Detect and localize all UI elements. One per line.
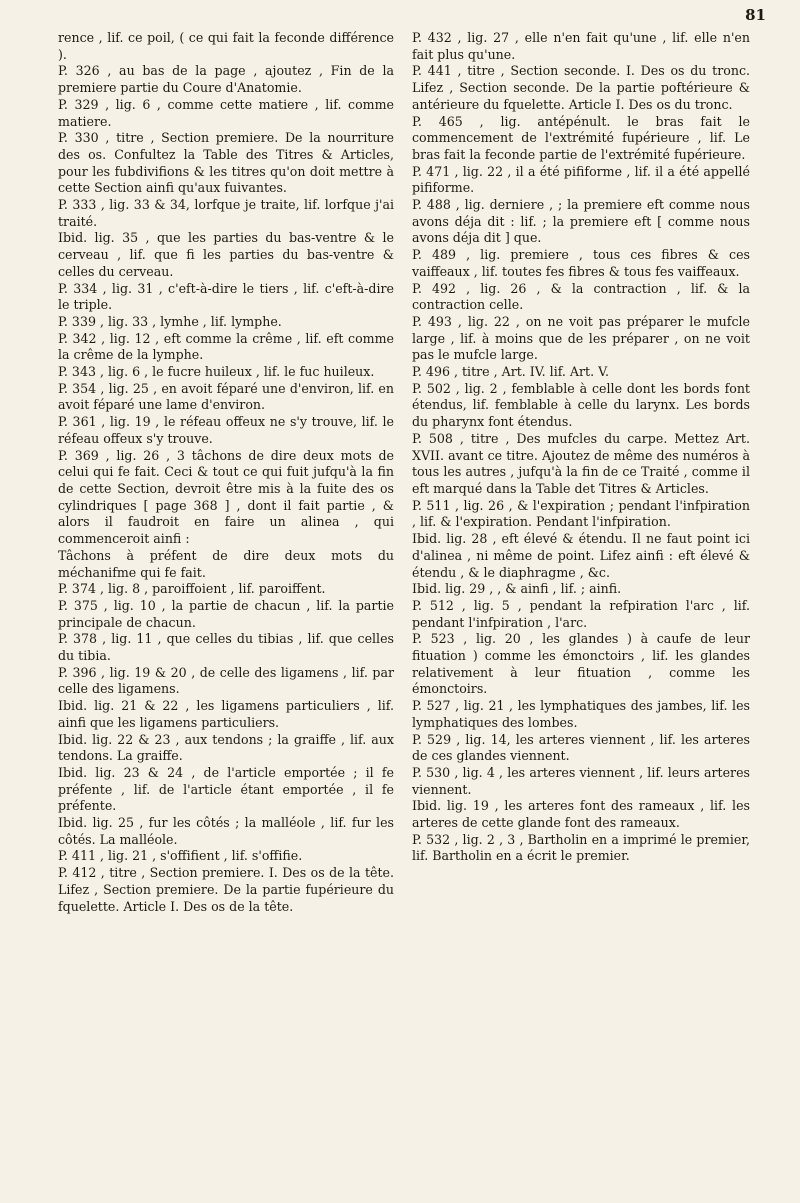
erratum-entry: P. 411 , lig. 21 , s'offifient , lif. s'offifie. bbox=[58, 848, 303, 864]
erratum-entry: P. 488 , lig. derniere , ; la premiere eft comme nous avons déja dit : lif. ; la premiere eft [ comme nous avons déja dit ] que. bbox=[412, 197, 750, 246]
erratum-entry: P. 361 , lig. 19 , le réfeau offeux ne s'y trouve, lif. le réfeau offeux s'y trouve. bbox=[58, 414, 394, 446]
erratum-entry: P. 333 , lig. 33 & 34, lorfque je traite, lif. lorfque j'ai traité. bbox=[58, 197, 394, 229]
erratum-entry: P. 508 , titre , Des mufcles du carpe. Mettez Art. XVII. avant ce titre. Ajoutez de même des numéros à tous les autres , jufqu'à la fin de ce Traité , comme il eft marqué dans la Table det Titres & Articles. bbox=[412, 430, 750, 496]
right-column bbox=[412, 30, 750, 865]
erratum-entry: P. 329 , lig. 6 , comme cette matiere , lif. comme matiere. bbox=[58, 96, 394, 129]
erratum-entry: Ibid. lig. 23 & 24 , de l'article emportée ; il fe préfente , lif. de l'article étant emportée , il fe préfente. bbox=[58, 764, 394, 814]
erratum-entry: Ibid. lig. 21 & 22 , les ligamens particuliers , lif. ainfi que les ligamens particuliers. bbox=[58, 698, 394, 730]
erratum-entry: rence , lif. ce poil, ( ce qui fait la feconde différence ). bbox=[58, 30, 394, 62]
erratum-entry: P. 396 , lig. 19 & 20 , de celle des ligamens , lif. par celle des ligamens. bbox=[58, 664, 394, 697]
left-column bbox=[58, 30, 394, 915]
erratum-entry: P. 523 , lig. 20 , les glandes ) à caufe de leur fituation ) comme les émonctoirs , lif. les glandes relativement à leur fituation , comme les émonctoirs. bbox=[412, 631, 750, 697]
erratum-entry: P. 512 , lig. 5 , pendant la refpiration l'arc , lif. pendant l'infpiration , l'arc. bbox=[412, 597, 750, 630]
erratum-entry: P. 471 , lig. 22 , il a été pififorme , lif. il a été appellé pififorme. bbox=[412, 163, 750, 196]
erratum-entry: P. 432 , lig. 27 , elle n'en fait qu'une , lif. elle n'en fait plus qu'une. bbox=[412, 30, 750, 62]
erratum-entry: P. 378 , lig. 11 , que celles du tibias , lif. que celles du tibia. bbox=[58, 631, 394, 664]
erratum-entry: Ibid. lig. 22 & 23 , aux tendons ; la graiffe , lif. aux tendons. La graiffe. bbox=[58, 731, 394, 764]
erratum-entry: P. 375 , lig. 10 , la partie de chacun , lif. la partie principale de chacun. bbox=[58, 597, 394, 630]
erratum-entry: P. 369 , lig. 26 , 3 tâchons de dire deux mots de celui qui fe fait. Ceci & tout ce qui fuit jufqu'à la fin de cette Section, devroit être mis à la fuite des os cylindriques [ page 368 ] , dont il fait partie , & alors il faudroit en faire un alinea , qui commenceroit ainfi : bbox=[58, 447, 394, 547]
erratum-entry: P. 339 , lig. 33 , lymhe , lif. lymphe. bbox=[58, 313, 282, 329]
erratum-entry: P. 354 , lig. 25 , en avoit féparé une d'environ, lif. en avoit féparé une lame d'environ. bbox=[58, 380, 394, 413]
erratum-entry: P. 493 , lig. 22 , on ne voit pas préparer le mufcle large , lif. à moins que de les préparer , on ne voit pas le mufcle large. bbox=[412, 313, 750, 363]
erratum-entry: P. 441 , titre , Section seconde. I. Des os du tronc. Lifez , Section seconde. De la partie poftérieure & antérieure du fquelette. Article I. Des os du tronc. bbox=[412, 63, 750, 112]
erratum-entry: Ibid. lig. 19 , les arteres font des rameaux , lif. les arteres de cette glande font des rameaux. bbox=[412, 798, 750, 831]
erratum-entry: Tâchons à préfent de dire deux mots du méchanifme qui fe fait. bbox=[58, 547, 394, 580]
erratum-entry: P. 527 , lig. 21 , les lymphatiques des jambes, lif. les lymphatiques des lombes. bbox=[412, 698, 750, 730]
erratum-entry: Ibid. lig. 25 , fur les côtés ; la malléole , lif. fur les côtés. La malléole. bbox=[58, 815, 394, 847]
erratum-entry: P. 511 , lig. 26 , & l'expiration ; pendant l'infpiration , lif. & l'expiration. Pendant l'infpiration. bbox=[412, 497, 750, 530]
erratum-entry: P. 342 , lig. 12 , eft comme la crême , lif. eft comme la crême de la lymphe. bbox=[58, 330, 394, 363]
erratum-entry: P. 502 , lig. 2 , femblable à celle dont les bords font étendus, lif. femblable à celle du larynx. Les bords du pharynx font étendus. bbox=[412, 380, 750, 430]
erratum-entry: Ibid. lig. 35 , que les parties du bas-ventre & le cerveau , lif. que fi les parties du bas-ventre & celles du cerveau. bbox=[58, 230, 394, 279]
erratum-entry: P. 532 , lig. 2 , 3 , Bartholin en a imprimé le premier, lif. Bartholin en a écrit le premier. bbox=[412, 831, 750, 864]
erratum-entry: P. 330 , titre , Section premiere. De la nourriture des os. Confultez la Table des Titres & Articles, pour les fubdivifions & les titres qu'on doit mettre à cette Section ainfi qu'aux fuivantes. bbox=[58, 130, 394, 196]
erratum-entry: Ibid. lig. 28 , eft élevé & étendu. Il ne faut point ici d'alinea , ni même de point. Lifez ainfi : eft élevé & étendu , & le diaphragme , &c. bbox=[412, 531, 750, 580]
erratum-entry: P. 492 , lig. 26 , & la contraction , lif. & la contraction celle. bbox=[412, 280, 750, 313]
erratum-entry: P. 374 , lig. 8 , paroiffoient , lif. paroiffent. bbox=[58, 581, 326, 597]
erratum-entry: P. 343 , lig. 6 , le fucre huileux , lif. le fuc huileux. bbox=[58, 364, 375, 380]
erratum-entry: P. 465 , lig. antépénult. le bras fait le commencement de l'extrémité fupérieure , lif. Le bras fait la feconde partie de l'extrémité fupérieure. bbox=[412, 113, 750, 162]
erratum-entry: P. 412 , titre , Section premiere. I. Des os de la tête. Lifez , Section premiere. De la partie fupérieure du fquelette. Article I. Des os de la tête. bbox=[58, 865, 394, 914]
erratum-entry: P. 529 , lig. 14, les arteres viennent , lif. les arteres de ces glandes viennent. bbox=[412, 731, 750, 764]
erratum-entry: P. 334 , lig. 31 , c'eft-à-dire le tiers , lif. c'eft-à-dire le triple. bbox=[58, 280, 394, 313]
erratum-entry: P. 496 , titre , Art. IV. lif. Art. V. bbox=[412, 364, 610, 380]
erratum-entry: Ibid. lig. 29 , , & ainfi , lif. ; ainfi. bbox=[412, 581, 622, 597]
erratum-entry: P. 489 , lig. premiere , tous ces fibres & ces vaiffeaux , lif. toutes fes fibres & tous fes vaiffeaux. bbox=[412, 247, 750, 279]
page-number: 81 bbox=[745, 6, 766, 24]
erratum-entry: P. 326 , au bas de la page , ajoutez , Fin de la premiere partie du Coure d'Anatomie. bbox=[58, 63, 394, 96]
erratum-entry: P. 530 , lig. 4 , les arteres viennent , lif. leurs arteres viennent. bbox=[412, 764, 750, 797]
